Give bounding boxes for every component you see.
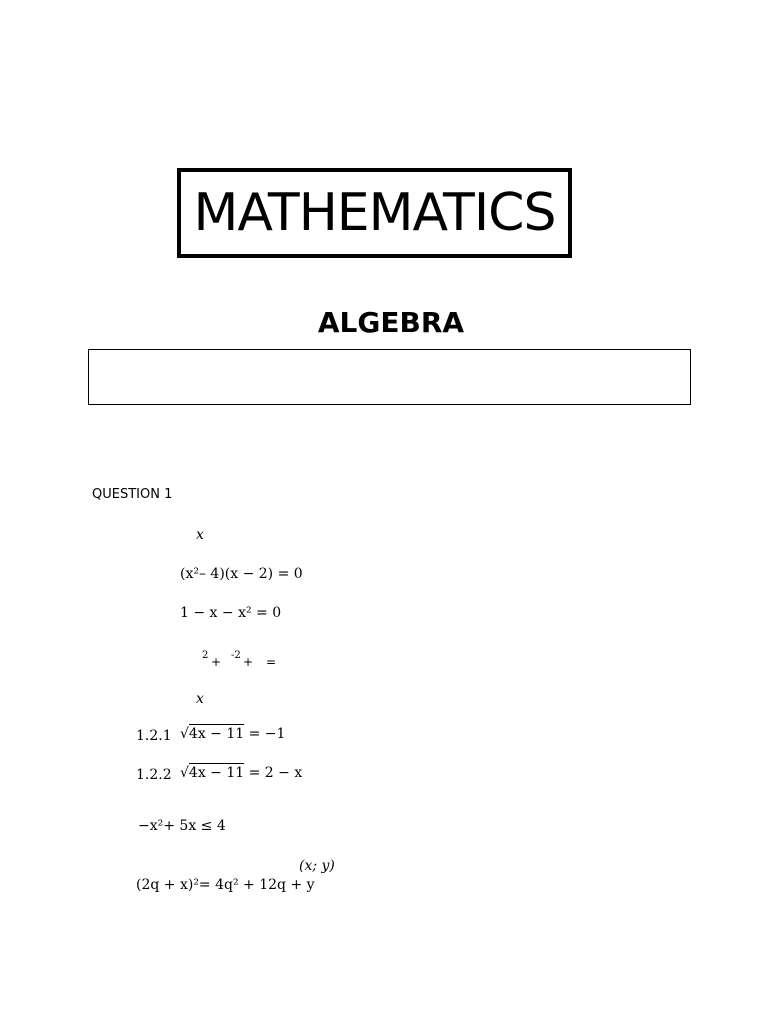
equation-rhs: = −1 [248, 726, 286, 742]
sqrt-symbol: √ [180, 726, 189, 742]
fragment-plus-2: + [243, 655, 254, 669]
title-box [177, 168, 572, 258]
sqrt-symbol: √ [180, 765, 189, 781]
equation-last: (2q + x)²= 4q² + 12q + y [136, 877, 315, 893]
item-number-1-2-1: 1.2.1 [136, 728, 172, 744]
section-title: ALGEBRA [317, 306, 465, 339]
equation-rhs: = 2 − x [248, 765, 303, 781]
fragment-exponent-neg2: -2 [231, 650, 241, 661]
radicand: 4x − 11 [188, 726, 245, 742]
equation-1-2-2 [180, 765, 302, 781]
variable-x: x [196, 527, 204, 543]
question-heading: QUESTION 1 [92, 487, 173, 502]
inequality: −x²+ 5x ≤ 4 [138, 818, 226, 834]
point-label: (x; y) [299, 858, 335, 874]
variable-x-2: x [196, 691, 204, 707]
item-number-1-2-2: 1.2.2 [136, 767, 172, 783]
radicand: 4x − 11 [188, 765, 245, 781]
equation-1-2-1 [180, 726, 285, 742]
document-title: MATHEMATICS [193, 183, 556, 243]
equation-1-1: (x²– 4)(x − 2) = 0 [180, 566, 303, 582]
instruction-box [88, 349, 691, 405]
fragment-exponent-2: 2 [202, 650, 209, 661]
equation-1-2: 1 − x − x² = 0 [180, 605, 282, 621]
fragment-plus-1: + [211, 655, 222, 669]
fragment-equals: = [266, 655, 277, 669]
